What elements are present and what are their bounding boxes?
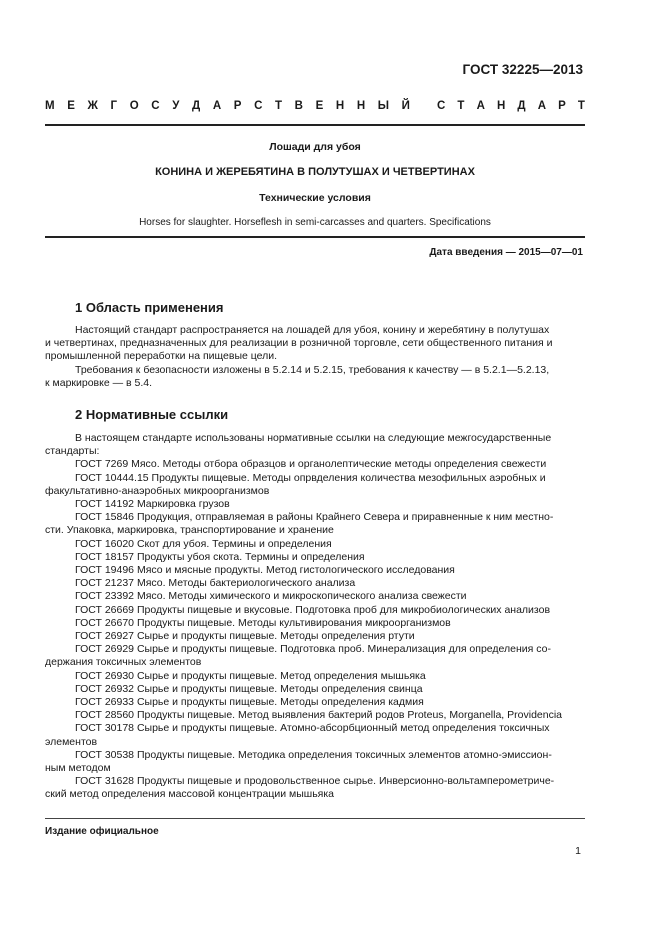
reference-line: стандарты: [45, 445, 100, 458]
official-edition-label: Издание официальное [45, 826, 159, 837]
reference-line: ГОСТ 26669 Продукты пищевые и вкусовые. Подготовка проб для микробиологических анализов [75, 603, 551, 616]
title-main: КОНИНА И ЖЕРЕБЯТИНА В ПОЛУТУШАХ И ЧЕТВЕРТИНАХ [155, 166, 475, 178]
title-rule [45, 236, 585, 238]
reference-line: ГОСТ 19496 Мясо и мясные продукты. Метод гистологического исследования [75, 564, 455, 577]
banner-letter: У [172, 100, 180, 112]
reference-line: ГОСТ 30538 Продукты пищевые. Методика определения токсичных элементов атомно-эмиссион- [75, 748, 552, 761]
text-line: Настоящий стандарт распространяется на лошадей для убоя, конину и жеребятину в полутушах [75, 324, 550, 336]
reference-line: ГОСТ 10444.15 Продукты пищевые. Методы опрвделения количества мезофильных аэробных и [75, 471, 546, 484]
title-english: Horses for slaughter. Horseflesh in semi-carcasses and quarters. Specifications [139, 217, 491, 228]
banner-letter: Е [315, 100, 324, 112]
section-1-heading: 1 Область применения [75, 300, 224, 315]
header-rule [45, 124, 585, 126]
reference-line: ГОСТ 26929 Сырье и продукты пищевые. Подготовка проб. Минерализация для определения со- [75, 643, 551, 656]
reference-line: ГОСТ 23392 Мясо. Методы химического и микроскопического анализа свежести [75, 590, 467, 603]
reference-line: ГОСТ 14192 Маркировка грузов [75, 498, 230, 511]
banner-word-standard [437, 100, 585, 112]
banner-letter: Ы [377, 100, 390, 112]
reference-line: ГОСТ 31628 Продукты пищевые и продовольственное сырье. Инверсионно-вольтамперометриче- [75, 775, 555, 788]
title-subject: Лошади для убоя [269, 141, 361, 153]
text-line: Требования к безопасности изложены в 5.2.14 и 5.2.15, требования к качеству — в 5.2.1—5.2.13, [75, 363, 550, 376]
reference-line: ГОСТ 18157 Продукты убоя скота. Термины и определения [75, 550, 365, 563]
reference-line: ГОСТ 26932 Сырье и продукты пищевые. Методы определения свинца [75, 682, 423, 695]
footer-rule [45, 818, 585, 819]
banner-letter: Д [192, 100, 201, 112]
banner-letter: А [212, 100, 222, 112]
reference-line: ГОСТ 21237 Мясо. Методы бактериологического анализа [75, 577, 356, 590]
banner-letter: М [45, 100, 55, 112]
text-line: к маркировке — в 5.4. [45, 376, 153, 389]
introduction-date: Дата введения — 2015—07—01 [429, 247, 583, 258]
banner-letter: А [476, 100, 485, 112]
banner-letter: Н [356, 100, 366, 112]
interstate-standard-banner [45, 100, 585, 112]
reference-line: сти. Упаковка, маркировка, транспортирование и хранение [45, 524, 334, 537]
banner-letter: О [129, 100, 139, 112]
section-2-heading: 2 Нормативные ссылки [75, 407, 229, 422]
reference-line: ГОСТ 7269 Мясо. Методы отбора образцов и органолептические методы определения свежести [75, 458, 547, 471]
reference-line: ГОСТ 26930 Сырье и продукты пищевые. Метод определения мышьяка [75, 669, 426, 682]
reference-line: ГОСТ 16020 Скот для убоя. Термины и определения [75, 537, 332, 550]
reference-line: ГОСТ 26927 Сырье и продукты пищевые. Методы определения ртути [75, 630, 415, 643]
reference-line: держания токсичных элементов [45, 656, 202, 669]
reference-line: элементов [45, 735, 98, 748]
gost-number: ГОСТ 32225—2013 [462, 62, 583, 77]
banner-letter: С [254, 100, 263, 112]
banner-letter: Й [401, 100, 410, 112]
reference-line: ным методом [45, 762, 111, 775]
banner-letter: С [437, 100, 446, 112]
reference-line: ГОСТ 26933 Сырье и продукты пищевые. Методы определения кадмия [75, 696, 424, 709]
banner-letter: Т [577, 100, 585, 112]
banner-letter: В [294, 100, 303, 112]
text-line: промышленной переработки на пищевые цели. [45, 350, 278, 363]
reference-line: ГОСТ 15846 Продукция, отправляемая в районы Крайнего Севера и приравненные к ним местно- [75, 511, 554, 524]
reference-line: факультативно-анаэробных микроорганизмов [45, 484, 270, 497]
banner-letter: Г [110, 100, 118, 112]
reference-line: В настоящем стандарте использованы нормативные ссылки на следующие межгосударственные [75, 432, 552, 444]
section-2-body [45, 432, 585, 802]
reference-line: ГОСТ 28560 Продукты пищевые. Метод выявления бактерий родов Proteus, Morganella, Providencia [75, 709, 563, 722]
banner-letter: Р [233, 100, 242, 112]
section-1-body [45, 324, 585, 390]
banner-letter: Т [457, 100, 465, 112]
banner-letter: С [151, 100, 160, 112]
page-number: 1 [575, 845, 581, 857]
banner-letter: Ж [87, 100, 98, 112]
banner-letter: Т [275, 100, 283, 112]
banner-letter: А [537, 100, 547, 112]
banner-word-interstate [45, 100, 410, 112]
banner-letter: Н [335, 100, 345, 112]
banner-letter: Д [517, 100, 526, 112]
banner-letter: Р [558, 100, 566, 112]
banner-letter: Е [67, 100, 75, 112]
title-kind: Технические условия [259, 192, 371, 204]
banner-letter: Н [496, 100, 506, 112]
text-line: и четвертинах, предназначенных для реализации в розничной торговле, сети общественного питания и [45, 337, 553, 350]
reference-line: ГОСТ 30178 Сырье и продукты пищевые. Атомно-абсорбционный метод определения токсичных [75, 722, 550, 735]
reference-line: ский метод определения массовой концентрации мышьяка [45, 788, 335, 801]
reference-line: ГОСТ 26670 Продукты пищевые. Методы культивирования микроорганизмов [75, 616, 451, 629]
